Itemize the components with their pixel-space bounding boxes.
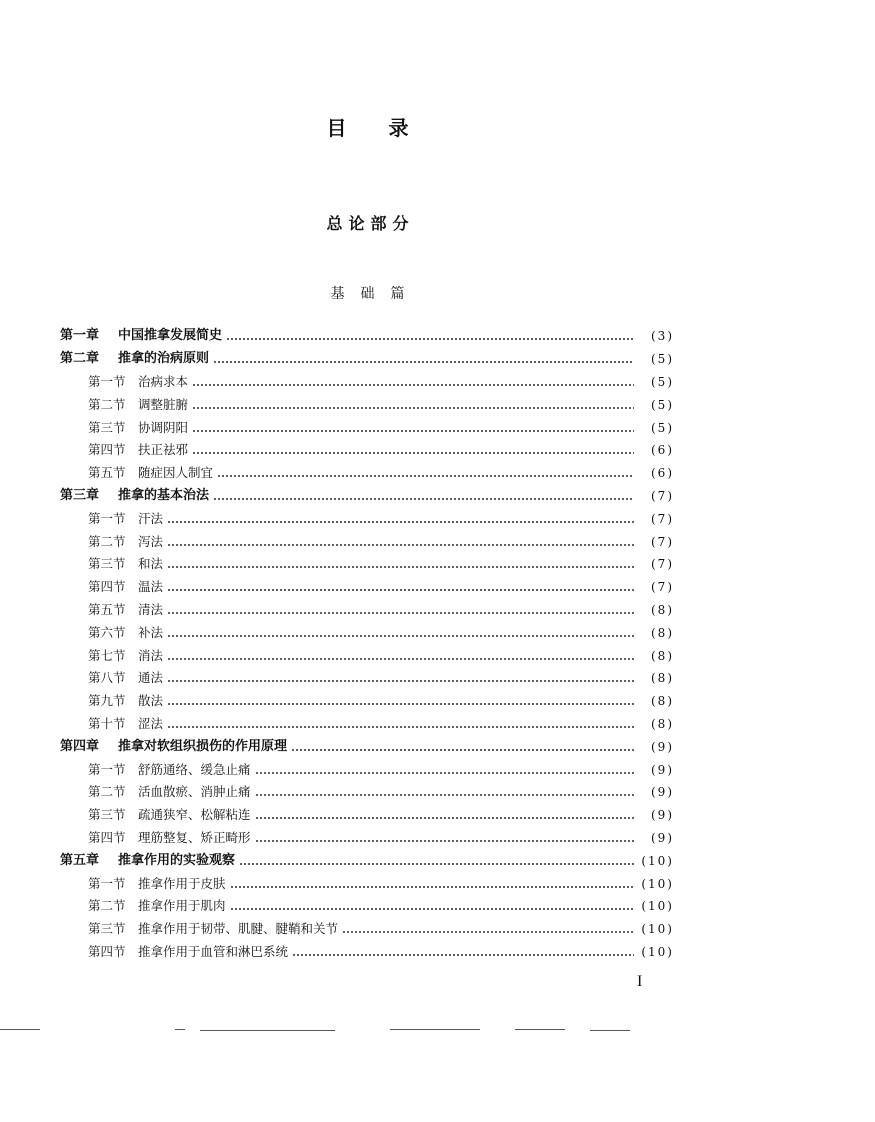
toc-dot-leader (192, 384, 634, 386)
toc-page-number: (5) (651, 352, 674, 367)
toc-dot-leader (226, 338, 634, 340)
toc-entry-label: 散法 (138, 693, 164, 709)
toc-entry-number: 第一节 (88, 875, 126, 891)
toc-entry-label: 涩法 (138, 715, 164, 731)
toc-section-row (60, 416, 674, 439)
toc-page-number: (10) (641, 853, 674, 868)
toc-entry-number: 第三章 (60, 487, 100, 503)
section-heading: 基础篇 (330, 286, 421, 302)
toc-page-number: (9) (651, 785, 674, 800)
toc-entry-label: 治病求本 (138, 373, 189, 389)
toc-section-row (60, 804, 674, 827)
toc-section-row (60, 758, 674, 781)
toc-section-row (60, 439, 674, 462)
toc-dot-leader (342, 931, 634, 933)
toc-page-number: (10) (641, 922, 674, 937)
scan-artifact-line (0, 1029, 40, 1030)
toc-section-row (60, 781, 674, 804)
toc-dot-leader (167, 703, 634, 705)
toc-section-row (60, 713, 674, 736)
toc-dot-leader (167, 726, 634, 728)
toc-entry-number: 第六节 (88, 624, 126, 640)
toc-entry-number: 第一节 (88, 510, 126, 526)
toc-section-row (60, 918, 674, 941)
toc-page-number: (8) (651, 694, 674, 709)
toc-entry-label: 舒筋通络、缓急止痛 (138, 761, 251, 777)
toc-dot-leader (292, 954, 634, 956)
toc-page-number: (9) (651, 808, 674, 823)
toc-page-number: (8) (651, 716, 674, 731)
toc-entry-number: 第五节 (88, 465, 126, 481)
toc-entry-number: 第二节 (88, 784, 126, 800)
toc-page-number: (9) (651, 762, 674, 777)
toc-entry-label: 和法 (138, 556, 164, 572)
toc-page-number: (5) (651, 420, 674, 435)
toc-entry-number: 第三节 (88, 419, 126, 435)
toc-dot-leader (167, 544, 634, 546)
toc-dot-leader (213, 361, 634, 363)
toc-entry-label: 推拿的基本治法 (118, 487, 210, 503)
toc-page-number: (6) (651, 443, 674, 458)
toc-chapter-row (60, 485, 674, 508)
toc-page-number: (10) (641, 944, 674, 959)
toc-entry-number: 第十节 (88, 715, 126, 731)
toc-entry-label: 调整脏腑 (138, 396, 189, 412)
toc-entry-label: 推拿作用的实验观察 (118, 852, 236, 868)
toc-entry-label: 推拿的治病原则 (118, 351, 210, 367)
toc-page-number: (10) (641, 876, 674, 891)
toc-dot-leader (167, 680, 634, 682)
page-folio: I (637, 973, 643, 990)
toc-entry-number: 第七节 (88, 647, 126, 663)
toc-entry-label: 通法 (138, 670, 164, 686)
toc-entry-number: 第四节 (88, 943, 126, 959)
toc-entry-number: 第二节 (88, 898, 126, 914)
toc-entry-number: 第四节 (88, 829, 126, 845)
toc-entry-number: 第一节 (88, 761, 126, 777)
toc-section-row (60, 462, 674, 485)
toc-entry-label: 泻法 (138, 533, 164, 549)
toc-dot-leader (192, 407, 634, 409)
scan-artifact-line (590, 1030, 630, 1031)
toc-section-row (60, 393, 674, 416)
toc-dot-leader (291, 749, 634, 751)
toc-entry-number: 第三节 (88, 807, 126, 823)
toc-entry-label: 推拿作用于血管和淋巴系统 (138, 943, 289, 959)
toc-dot-leader (167, 521, 634, 523)
toc-dot-leader (230, 908, 634, 910)
scan-artifact-line (390, 1029, 480, 1030)
toc-section-row (60, 644, 674, 667)
toc-section-row (60, 576, 674, 599)
toc-section-row (60, 895, 674, 918)
toc-entry-number: 第三节 (88, 556, 126, 572)
toc-section-row (60, 599, 674, 622)
toc-page-number: (7) (651, 580, 674, 595)
toc-entry-label: 消法 (138, 647, 164, 663)
toc-dot-leader (255, 772, 634, 774)
toc-dot-leader (255, 794, 634, 796)
toc-dot-leader (167, 612, 634, 614)
toc-dot-leader (239, 863, 634, 865)
toc-entry-label: 理筋整复、矫正畸形 (138, 829, 251, 845)
toc-dot-leader (213, 498, 634, 500)
toc-section-row (60, 553, 674, 576)
toc-entry-number: 第八节 (88, 670, 126, 686)
toc-page-number: (3) (651, 329, 674, 344)
toc-page-number: (8) (651, 602, 674, 617)
toc-entry-number: 第一章 (60, 328, 100, 344)
toc-page-number: (5) (651, 397, 674, 412)
toc-page-number: (10) (641, 899, 674, 914)
toc-entry-label: 推拿作用于皮肤 (138, 875, 226, 891)
toc-entry-label: 推拿作用于肌肉 (138, 898, 226, 914)
toc-entry-label: 补法 (138, 624, 164, 640)
toc-entry-label: 活血散瘀、消肿止痛 (138, 784, 251, 800)
toc-dot-leader (192, 452, 634, 454)
toc-entry-number: 第二节 (88, 396, 126, 412)
toc-entry-label: 中国推拿发展简史 (118, 328, 223, 344)
toc-entry-number: 第四节 (88, 442, 126, 458)
toc-page-number: (7) (651, 488, 674, 503)
toc-dot-leader (255, 840, 634, 842)
toc-dot-leader (230, 886, 634, 888)
table-of-contents (60, 325, 674, 963)
scan-artifact-line (200, 1030, 335, 1031)
toc-section-row (60, 690, 674, 713)
toc-entry-label: 温法 (138, 579, 164, 595)
toc-entry-label: 协调阴阳 (138, 419, 189, 435)
toc-page-number: (9) (651, 739, 674, 754)
toc-entry-label: 推拿对软组织损伤的作用原理 (118, 738, 288, 754)
toc-dot-leader (192, 430, 634, 432)
toc-entry-number: 第九节 (88, 693, 126, 709)
toc-dot-leader (167, 566, 634, 568)
toc-section-row (60, 507, 674, 530)
toc-page-number: (7) (651, 534, 674, 549)
toc-section-row (60, 371, 674, 394)
toc-page-number: (8) (651, 671, 674, 686)
toc-entry-label: 疏通狭窄、松解粘连 (138, 807, 251, 823)
toc-entry-number: 第四节 (88, 579, 126, 595)
toc-entry-number: 第三节 (88, 921, 126, 937)
toc-page-number: (6) (651, 466, 674, 481)
toc-section-row (60, 530, 674, 553)
toc-dot-leader (167, 658, 634, 660)
scan-artifact-line (515, 1029, 565, 1030)
toc-page-number: (7) (651, 511, 674, 526)
scan-artifact-line (175, 1029, 185, 1030)
part-heading: 总论部分 (326, 214, 415, 233)
toc-dot-leader (167, 635, 634, 637)
toc-entry-label: 推拿作用于韧带、肌腱、腱鞘和关节 (138, 921, 339, 937)
toc-entry-number: 第五章 (60, 852, 100, 868)
toc-title: 目录 (326, 116, 451, 140)
toc-dot-leader (217, 475, 634, 477)
toc-page-number: (7) (651, 557, 674, 572)
toc-page-number: (8) (651, 648, 674, 663)
toc-entry-label: 清法 (138, 601, 164, 617)
toc-entry-label: 汗法 (138, 510, 164, 526)
toc-chapter-row (60, 348, 674, 371)
toc-chapter-row (60, 735, 674, 758)
toc-page-number: (9) (651, 830, 674, 845)
toc-dot-leader (255, 817, 634, 819)
toc-entry-number: 第二章 (60, 351, 100, 367)
toc-chapter-row (60, 325, 674, 348)
toc-page-number: (5) (651, 374, 674, 389)
toc-section-row (60, 621, 674, 644)
toc-page-number: (8) (651, 625, 674, 640)
toc-section-row (60, 941, 674, 964)
toc-entry-number: 第二节 (88, 533, 126, 549)
toc-chapter-row (60, 849, 674, 872)
toc-section-row (60, 872, 674, 895)
toc-dot-leader (167, 589, 634, 591)
toc-section-row (60, 827, 674, 850)
toc-entry-label: 扶正祛邪 (138, 442, 189, 458)
toc-entry-number: 第五节 (88, 601, 126, 617)
toc-entry-number: 第四章 (60, 738, 100, 754)
toc-entry-number: 第一节 (88, 373, 126, 389)
toc-section-row (60, 667, 674, 690)
toc-entry-label: 随症因人制宜 (138, 465, 214, 481)
